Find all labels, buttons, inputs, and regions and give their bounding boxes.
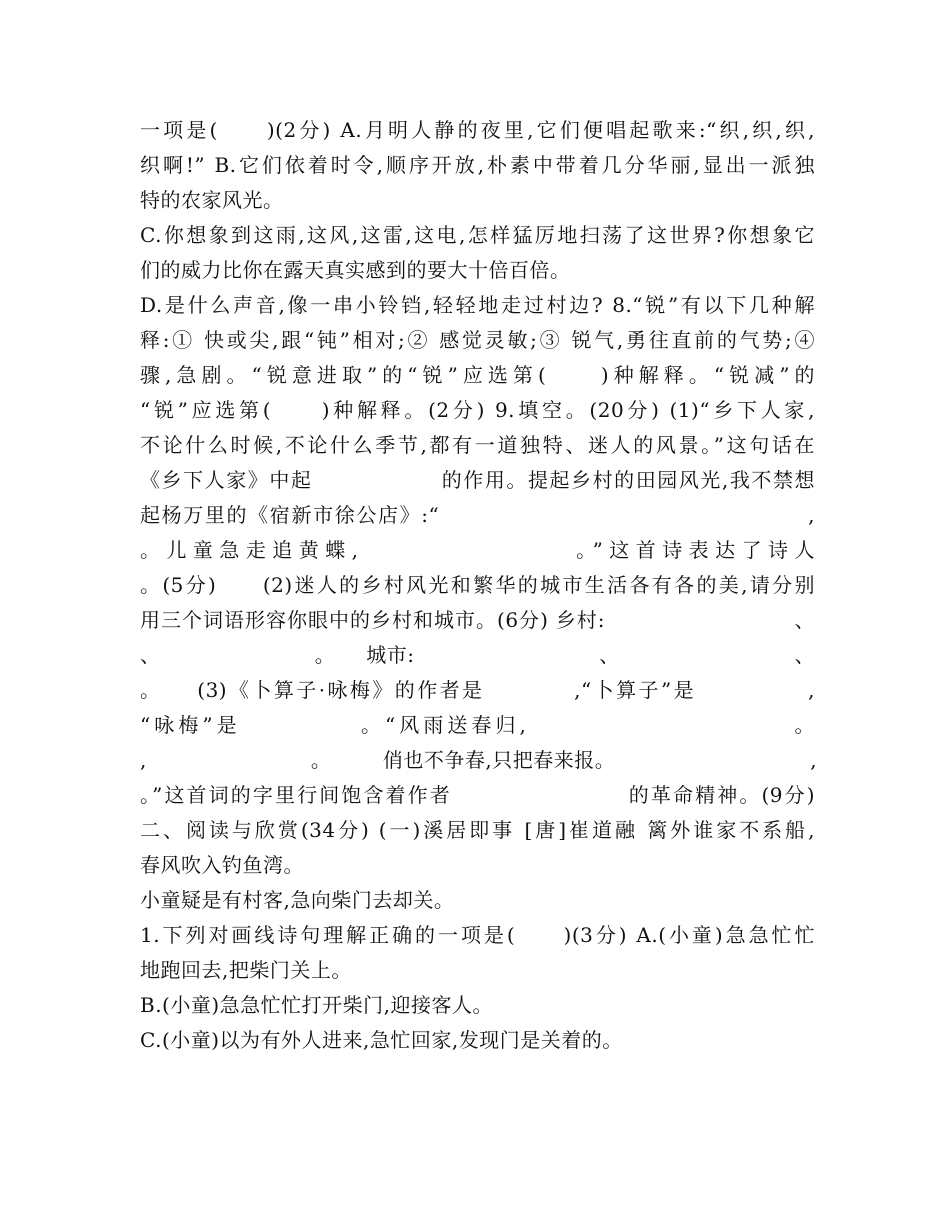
text-line: , 。 俏也不争春,只把春来报。 , [140,748,818,772]
text-line: 们的威力比你在露天真实感到的要大十倍百倍。 [140,258,571,282]
text-line: “咏梅”是 。“风雨送春归, 。 [140,713,815,737]
text-line: “锐”应选第( )种解释。(2分) 9.填空。(20分) (1)“乡下人家, [140,398,815,422]
text-line: 春风吹入钓鱼湾。 [140,853,304,877]
text-line: 织啊!” B.它们依着时令,顺序开放,朴素中带着几分华丽,显出一派独 [140,153,815,177]
text-line: B.(小童)急急忙忙打开柴门,迎接客人。 [140,993,494,1017]
text-line: 特的农家风光。 [140,188,284,212]
text-line: 用三个词语形容你眼中的乡村和城市。(6分) 乡村: 、 [140,608,815,632]
text-line: 。(5分) (2)迷人的乡村风光和繁华的城市生活各有各的美,请分别 [140,573,815,597]
text-line: 。 (3)《卜算子·咏梅》的作者是 ,“卜算子”是 , [140,678,815,702]
text-line: D.是什么声音,像一串小铃铛,轻轻地走过村边? 8.“锐”有以下几种解 [140,293,815,317]
text-line: 骤,急剧。“锐意进取”的“锐”应选第( )种解释。“锐减”的 [140,363,815,387]
text-line: 。儿童急走追黄蝶, 。”这首诗表达了诗人 [140,538,815,562]
text-line: 、 。 城市: 、 、 [140,643,815,667]
text-line: 释:① 快或尖,跟“钝”相对;② 感觉灵敏;③ 锐气,勇往直前的气势;④ [140,328,815,352]
text-line: 《乡下人家》中起 的作用。提起乡村的田园风光,我不禁想 [140,468,815,492]
text-line: C.你想象到这雨,这风,这雷,这电,怎样猛厉地扫荡了这世界?你想象它 [140,223,815,247]
text-line: 二、阅读与欣赏(34分) (一)溪居即事 [唐]崔道融 篱外谁家不系船, [140,818,815,842]
text-line: 小童疑是有村客,急向柴门去却关。 [140,888,455,912]
text-line: 1.下列对画线诗句理解正确的一项是( )(3分) A.(小童)急急忙忙 [140,923,815,947]
text-line: 地跑回去,把柴门关上。 [140,958,352,982]
text-line: 一项是( )(2分) A.月明人静的夜里,它们便唱起歌来:“织,织,织, [140,118,815,142]
text-line: 。”这首词的字里行间饱含着作者 的革命精神。(9分) [140,783,815,807]
text-line: 起杨万里的《宿新市徐公店》:“ , [140,503,815,527]
text-line: 不论什么时候,不论什么季节,都有一道独特、迷人的风景。”这句话在 [140,433,815,457]
text-line: C.(小童)以为有外人进来,急忙回家,发现门是关着的。 [140,1028,623,1052]
